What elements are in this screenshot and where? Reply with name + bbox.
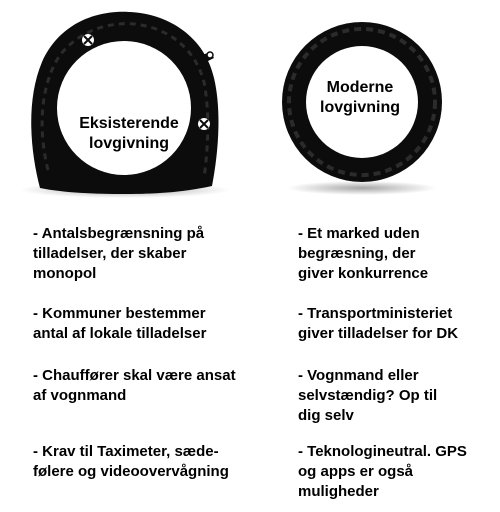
- item-line: giver konkurrence: [298, 265, 429, 282]
- item-line: dig selv: [298, 407, 354, 424]
- list-item: [298, 224, 496, 284]
- item-line: - Teknologineutral. GPS: [298, 443, 467, 460]
- list-item: [33, 366, 273, 406]
- item-line: - Antalsbegrænsning på: [33, 225, 205, 242]
- list-item: [298, 442, 496, 502]
- flat-tire-icon: [20, 12, 230, 198]
- item-line: af vognmand: [33, 387, 127, 404]
- list-item: [298, 304, 496, 344]
- item-line: - Kommuner bestemmer: [33, 305, 206, 322]
- item-line: monopol: [33, 265, 97, 282]
- item-line: følere og videoovervågning: [33, 463, 229, 480]
- item-line: begræsning, der: [298, 245, 416, 262]
- list-item: [33, 304, 273, 344]
- list-item: [33, 442, 273, 482]
- item-line: muligheder: [298, 483, 379, 500]
- modern-legislation-label: [305, 78, 415, 118]
- label-line: lovgivning: [89, 135, 169, 152]
- list-item: [33, 224, 273, 284]
- list-item: [298, 366, 496, 426]
- item-line: - Krav til Taximeter, sæde-: [33, 443, 219, 460]
- item-line: - Et marked uden: [298, 225, 420, 242]
- label-line: lovgivning: [320, 99, 400, 116]
- item-line: - Transportministeriet: [298, 305, 453, 322]
- existing-legislation-label: [56, 114, 202, 154]
- tires-illustration: [0, 0, 500, 210]
- label-line: Moderne: [326, 79, 394, 96]
- item-line: - Chauffører skal være ansat: [33, 367, 236, 384]
- patch-icon: [82, 34, 94, 46]
- item-line: giver tilladelser for DK: [298, 325, 459, 342]
- item-line: - Vognmand eller: [298, 367, 419, 384]
- item-line: antal af lokale tilladelser: [33, 325, 207, 342]
- item-line: tilladelser, der skaber: [33, 245, 187, 262]
- item-line: selvstændig? Op til: [298, 387, 438, 404]
- label-line: Eksisterende: [79, 115, 179, 132]
- item-line: og apps er også: [298, 463, 414, 480]
